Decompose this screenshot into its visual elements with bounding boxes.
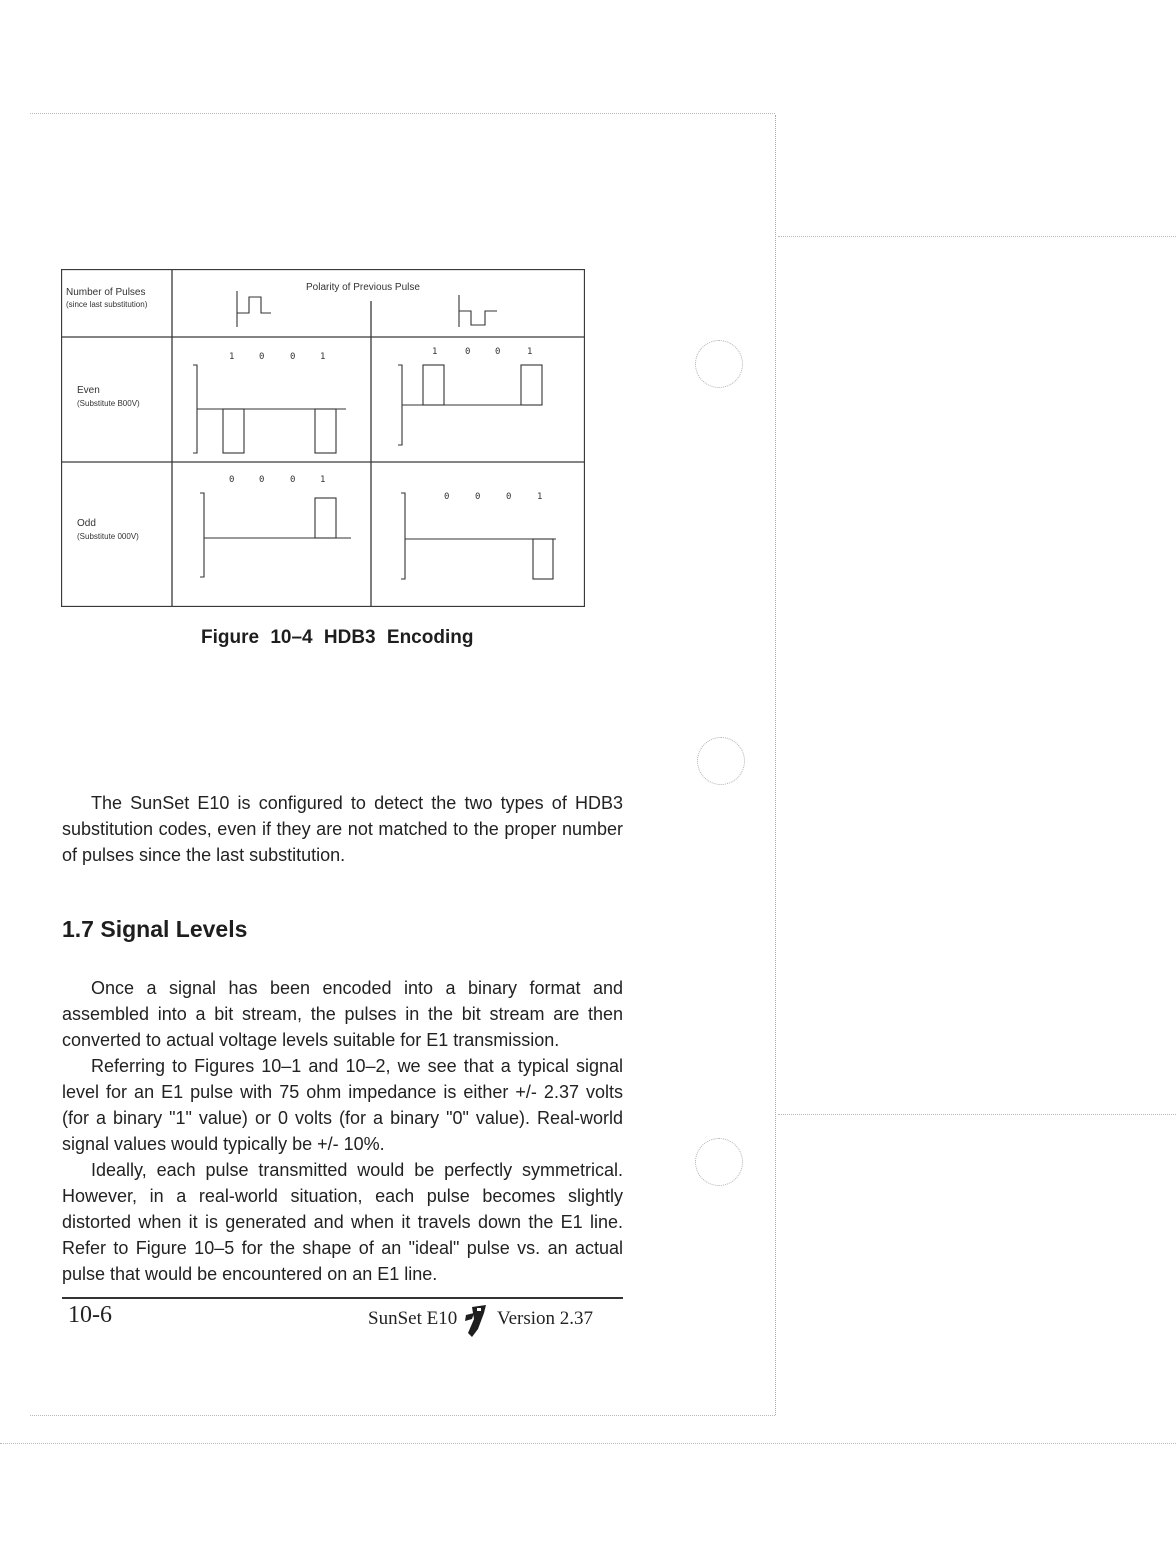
hdb3-table-svg xyxy=(61,269,585,607)
odd-neg-bit-4: 1 xyxy=(537,492,543,502)
odd-pos-bit-4: 1 xyxy=(320,475,326,485)
even-pos-bit-3: 0 xyxy=(290,352,296,362)
positive-polarity-symbol xyxy=(237,291,271,327)
row-odd-sublabel: (Substitute 000V) xyxy=(77,532,139,541)
punch-hole-middle xyxy=(697,737,745,785)
even-neg-bit-3: 0 xyxy=(495,347,501,357)
row-odd-label: Odd xyxy=(77,518,96,529)
paragraph-text: Ideally, each pulse transmitted would be perfectly symmetrical. However, in a real-world situation, each pulse becomes slightly distorted when it is generated and when it travels down the E1 line. Refer to Figure 10–5 for the shape of an "ideal" pulse vs. an actual pulse that would be encountered on an E1 line. xyxy=(62,1160,623,1284)
figure-caption: Figure 10–4 HDB3 Encoding xyxy=(201,627,474,648)
even-pos-bit-2: 0 xyxy=(259,352,265,362)
header-pulses-label: Number of Pulses xyxy=(66,287,146,298)
page-number: 10-6 xyxy=(68,1302,112,1328)
footer-rule xyxy=(62,1297,623,1299)
odd-pos-bit-2: 0 xyxy=(259,475,265,485)
paragraph-text: Referring to Figures 10–1 and 10–2, we see that a typical signal level for an E1 pulse with 75 ohm impedance is either +/- 2.37 volts (for a binary "1" value) or 0 volts (for a binary "0" value). Real-world signal values would typically be +/- 10%. xyxy=(62,1056,623,1154)
odd-pos-bit-1: 0 xyxy=(229,475,235,485)
row-even-sublabel: (Substitute B00V) xyxy=(77,399,140,408)
even-neg-bit-4: 1 xyxy=(527,347,533,357)
even-neg-bit-2: 0 xyxy=(465,347,471,357)
section-heading: 1.7 Signal Levels xyxy=(62,916,248,942)
paragraph-text: Once a signal has been encoded into a binary format and assembled into a bit stream, the pulses in the bit stream are then converted to actual voltage levels suitable for E1 transmission. xyxy=(62,978,623,1050)
paragraph-pulse-shape xyxy=(62,1157,623,1287)
scan-edge-right-upper xyxy=(778,236,1176,237)
odd-neg-bit-2: 0 xyxy=(475,492,481,502)
even-negative-waveform xyxy=(398,365,542,445)
footer-product-name: SunSet E10 xyxy=(368,1308,458,1329)
scan-edge-right-lower xyxy=(778,1114,1176,1115)
odd-neg-bit-1: 0 xyxy=(444,492,450,502)
scan-edge-bottom-outer xyxy=(0,1443,1176,1444)
punch-hole-top xyxy=(695,340,743,388)
scan-edge-right xyxy=(775,115,776,1415)
even-pos-bit-4: 1 xyxy=(320,352,326,362)
footer-version: Version 2.37 xyxy=(497,1308,594,1329)
paragraph-signal-encoding xyxy=(62,975,623,1053)
paragraph-signal-level xyxy=(62,1053,623,1157)
negative-polarity-symbol xyxy=(459,295,497,327)
hdb3-encoding-figure xyxy=(61,269,585,607)
even-pos-bit-1: 1 xyxy=(229,352,235,362)
odd-pos-bit-3: 0 xyxy=(290,475,296,485)
odd-neg-bit-3: 0 xyxy=(506,492,512,502)
paragraph-text: The SunSet E10 is configured to detect the two types of HDB3 substitution codes, even if they are not matched to the proper number of pulses since the last substitution. xyxy=(62,793,623,865)
odd-negative-waveform xyxy=(401,493,556,579)
scan-edge-bottom xyxy=(30,1415,775,1416)
header-pulses-sublabel: (since last substitution) xyxy=(66,300,148,309)
paragraph-hdb3-detection xyxy=(62,790,623,868)
even-neg-bit-1: 1 xyxy=(432,347,438,357)
odd-positive-waveform xyxy=(200,493,351,577)
header-polarity-label: Polarity of Previous Pulse xyxy=(306,282,420,293)
handset-logo-icon xyxy=(462,1303,494,1344)
table-grid xyxy=(61,269,585,607)
even-positive-waveform xyxy=(193,365,346,453)
punch-hole-bottom xyxy=(695,1138,743,1186)
scan-edge-top xyxy=(30,113,775,114)
row-even-label: Even xyxy=(77,385,100,396)
